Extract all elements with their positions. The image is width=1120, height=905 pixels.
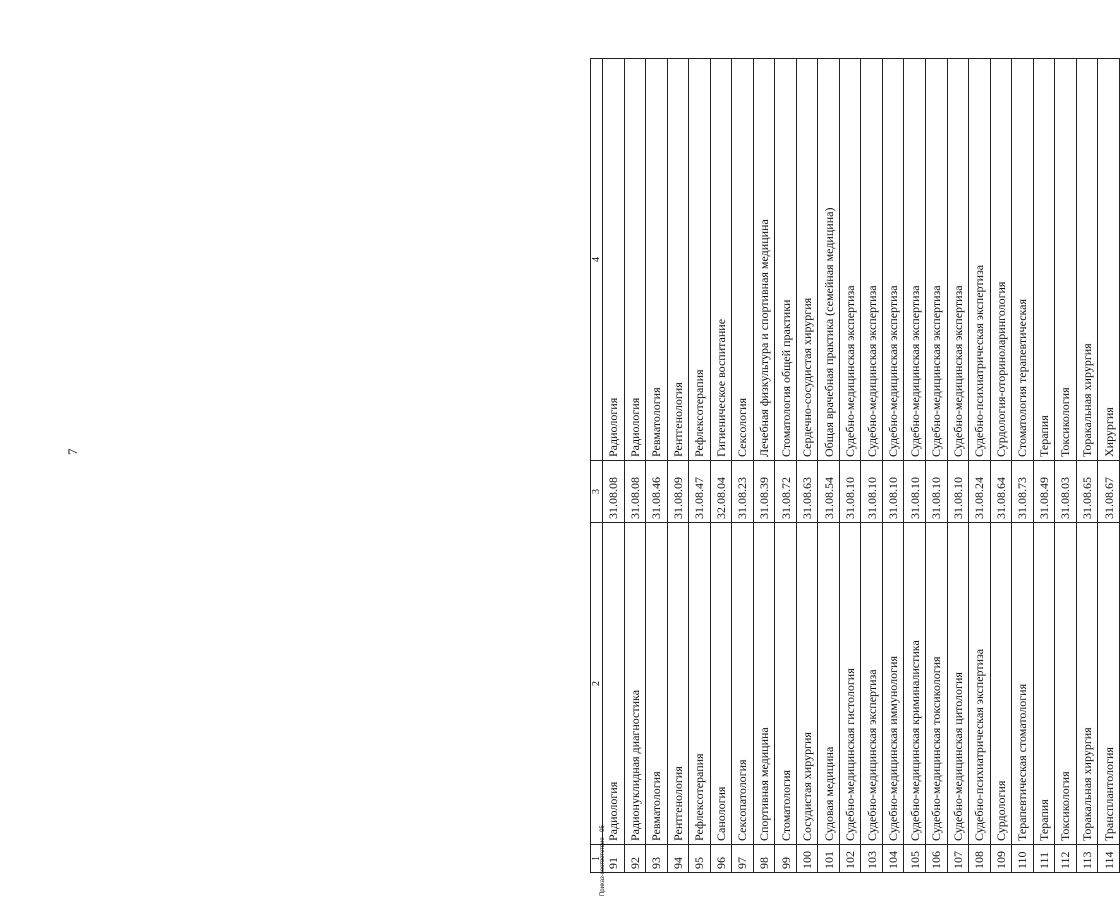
row-number-cell: 92 — [624, 845, 646, 873]
correspondence-table — [590, 58, 1120, 873]
code-cell: 31.08.54 — [818, 461, 840, 523]
code-cell: 31.08.24 — [969, 461, 991, 523]
column-header-2: 2 — [591, 523, 603, 845]
row-number-cell: 112 — [1055, 845, 1077, 873]
table-row — [624, 59, 646, 873]
specialty-cell: Судебно-медицинская цитология — [947, 523, 969, 845]
specialty-cell: Стоматология — [775, 523, 797, 845]
equivalent-specialty-cell: Сердечно-сосудистая хирургия — [796, 59, 818, 461]
table-header-row — [591, 59, 603, 873]
row-number-cell: 102 — [839, 845, 861, 873]
row-number-cell: 104 — [882, 845, 904, 873]
specialty-cell: Терапевтическая стоматология — [1012, 523, 1034, 845]
equivalent-specialty-cell: Хирургия — [1098, 59, 1120, 461]
equivalent-specialty-cell: Сексология — [732, 59, 754, 461]
page-number: 7 — [65, 448, 80, 455]
table-row — [1098, 59, 1120, 873]
equivalent-specialty-cell: Терапия — [1033, 59, 1055, 461]
table-row — [775, 59, 797, 873]
table-row — [796, 59, 818, 873]
table-row — [969, 59, 991, 873]
specialty-cell: Судебно-медицинская гистология — [839, 523, 861, 845]
table-row — [1012, 59, 1034, 873]
table-row — [947, 59, 969, 873]
column-header-1: 1 — [591, 845, 603, 873]
column-header-4: 4 — [591, 59, 603, 461]
specialty-cell: Сосудистая хирургия — [796, 523, 818, 845]
row-number-cell: 100 — [796, 845, 818, 873]
code-cell: 31.08.09 — [667, 461, 689, 523]
specialty-cell: Судебно-медицинская иммунология — [882, 523, 904, 845]
code-cell: 31.08.10 — [904, 461, 926, 523]
specialty-cell: Судебно-медицинская токсикология — [925, 523, 947, 845]
equivalent-specialty-cell: Рентгенология — [667, 59, 689, 461]
row-number-cell: 113 — [1076, 845, 1098, 873]
equivalent-specialty-cell: Радиология — [603, 59, 625, 461]
equivalent-specialty-cell: Гигиеническое воспитание — [710, 59, 732, 461]
table-row — [882, 59, 904, 873]
specialty-cell: Рефлексотерапия — [689, 523, 711, 845]
code-cell: 31.08.10 — [925, 461, 947, 523]
equivalent-specialty-cell: Радиология — [624, 59, 646, 461]
table-row — [646, 59, 668, 873]
equivalent-specialty-cell: Судебно-медицинская экспертиза — [904, 59, 926, 461]
row-number-cell: 93 — [646, 845, 668, 873]
table-row — [925, 59, 947, 873]
equivalent-specialty-cell: Стоматология общей практики — [775, 59, 797, 461]
code-cell: 31.08.46 — [646, 461, 668, 523]
row-number-cell: 114 — [1098, 845, 1120, 873]
specialty-cell: Радиология — [603, 523, 625, 845]
table-row — [753, 59, 775, 873]
specialty-cell: Торакальная хирургия — [1076, 523, 1098, 845]
specialty-cell: Спортивная медицина — [753, 523, 775, 845]
equivalent-specialty-cell: Ревматология — [646, 59, 668, 461]
code-cell: 31.08.67 — [1098, 461, 1120, 523]
table-row — [603, 59, 625, 873]
table-row — [818, 59, 840, 873]
row-number-cell: 110 — [1012, 845, 1034, 873]
row-number-cell: 105 — [904, 845, 926, 873]
equivalent-specialty-cell: Лечебная физкультура и спортивная медицина — [753, 59, 775, 461]
code-cell: 31.08.63 — [796, 461, 818, 523]
code-cell: 31.08.23 — [732, 461, 754, 523]
table-row — [710, 59, 732, 873]
equivalent-specialty-cell: Токсикология — [1055, 59, 1077, 461]
row-number-cell: 107 — [947, 845, 969, 873]
specialty-cell: Сурдология — [990, 523, 1012, 845]
code-cell: 31.08.10 — [882, 461, 904, 523]
row-number-cell: 96 — [710, 845, 732, 873]
code-cell: 31.08.10 — [839, 461, 861, 523]
row-number-cell: 98 — [753, 845, 775, 873]
table-row — [667, 59, 689, 873]
table-row — [839, 59, 861, 873]
code-cell: 31.08.08 — [624, 461, 646, 523]
equivalent-specialty-cell: Общая врачебная практика (семейная медицина) — [818, 59, 840, 461]
specialty-cell: Судовая медицина — [818, 523, 840, 845]
code-cell: 31.08.03 — [1055, 461, 1077, 523]
row-number-cell: 108 — [969, 845, 991, 873]
specialty-cell: Санология — [710, 523, 732, 845]
code-cell: 31.08.49 — [1033, 461, 1055, 523]
row-number-cell: 97 — [732, 845, 754, 873]
specialty-cell: Радионуклидная диагностика — [624, 523, 646, 845]
equivalent-specialty-cell: Судебно-медицинская экспертиза — [839, 59, 861, 461]
equivalent-specialty-cell: Сурдология-оториноларингология — [990, 59, 1012, 461]
specialty-cell: Ревматология — [646, 523, 668, 845]
code-cell: 31.08.10 — [861, 461, 883, 523]
specialty-cell: Судебно-медицинская криминалистика — [904, 523, 926, 845]
equivalent-specialty-cell: Судебно-медицинская экспертиза — [925, 59, 947, 461]
equivalent-specialty-cell: Рефлексотерапия — [689, 59, 711, 461]
correspondence-table-container — [590, 59, 1120, 873]
code-cell: 31.08.65 — [1076, 461, 1098, 523]
specialty-cell: Сексопатология — [732, 523, 754, 845]
code-cell: 31.08.47 — [689, 461, 711, 523]
row-number-cell: 101 — [818, 845, 840, 873]
table-row — [990, 59, 1012, 873]
specialty-cell: Токсикология — [1055, 523, 1077, 845]
equivalent-specialty-cell: Судебно-медицинская экспертиза — [882, 59, 904, 461]
table-row — [689, 59, 711, 873]
table-body — [603, 59, 1120, 873]
specialty-cell: Судебно-психиатрическая экспертиза — [969, 523, 991, 845]
footer-note: Приказ-соответствие - 05 — [600, 825, 606, 896]
code-cell: 31.08.08 — [603, 461, 625, 523]
table-row — [1076, 59, 1098, 873]
row-number-cell: 111 — [1033, 845, 1055, 873]
code-cell: 31.08.39 — [753, 461, 775, 523]
specialty-cell: Рентгенология — [667, 523, 689, 845]
table-row — [861, 59, 883, 873]
row-number-cell: 103 — [861, 845, 883, 873]
equivalent-specialty-cell: Стоматология терапевтическая — [1012, 59, 1034, 461]
code-cell: 32.08.04 — [710, 461, 732, 523]
column-header-3: 3 — [591, 461, 603, 523]
row-number-cell: 109 — [990, 845, 1012, 873]
table-row — [1033, 59, 1055, 873]
table-row — [1055, 59, 1077, 873]
row-number-cell: 106 — [925, 845, 947, 873]
equivalent-specialty-cell: Торакальная хирургия — [1076, 59, 1098, 461]
equivalent-specialty-cell: Судебно-психиатрическая экспертиза — [969, 59, 991, 461]
row-number-cell: 91 — [603, 845, 625, 873]
code-cell: 31.08.73 — [1012, 461, 1034, 523]
table-row — [732, 59, 754, 873]
row-number-cell: 94 — [667, 845, 689, 873]
code-cell: 31.08.10 — [947, 461, 969, 523]
code-cell: 31.08.72 — [775, 461, 797, 523]
specialty-cell: Трансплантология — [1098, 523, 1120, 845]
specialty-cell: Судебно-медицинская экспертиза — [861, 523, 883, 845]
row-number-cell: 95 — [689, 845, 711, 873]
code-cell: 31.08.64 — [990, 461, 1012, 523]
table-row — [904, 59, 926, 873]
row-number-cell: 99 — [775, 845, 797, 873]
specialty-cell: Терапия — [1033, 523, 1055, 845]
equivalent-specialty-cell: Судебно-медицинская экспертиза — [947, 59, 969, 461]
equivalent-specialty-cell: Судебно-медицинская экспертиза — [861, 59, 883, 461]
